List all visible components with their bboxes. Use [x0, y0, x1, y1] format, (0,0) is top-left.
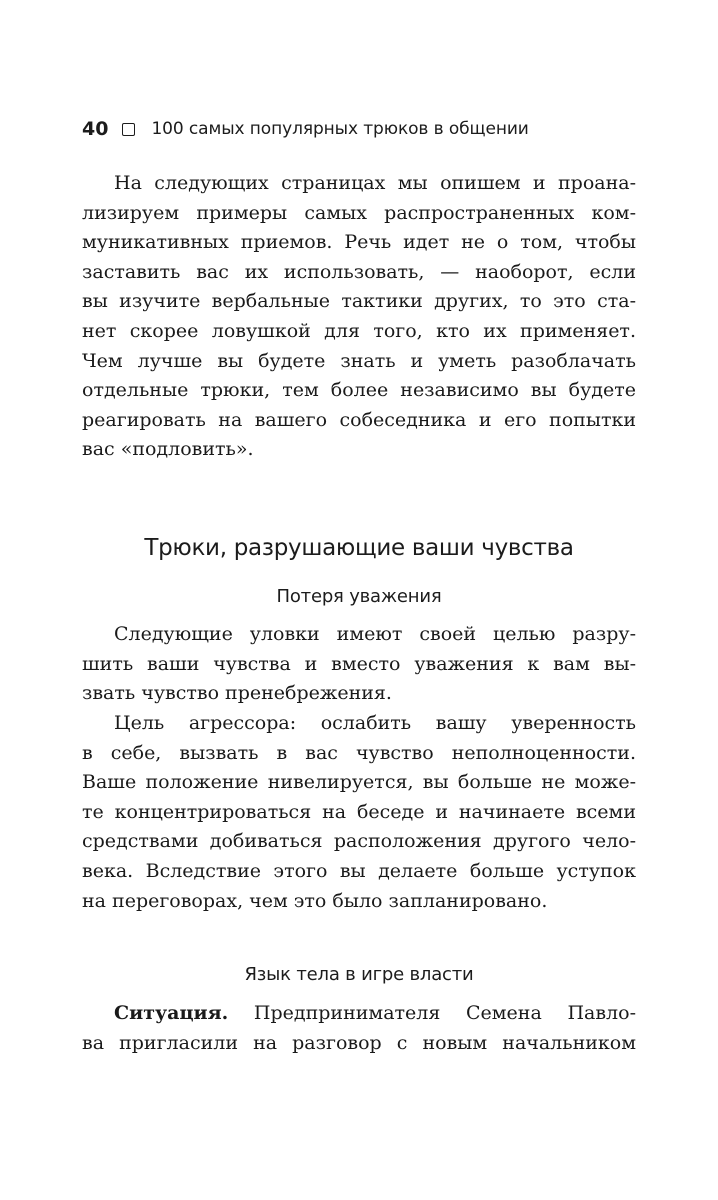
square-bullet-icon: [122, 123, 135, 136]
text-line: заставить вас их использовать, — наоборот, если: [82, 260, 636, 283]
section-paragraph-2: [82, 709, 636, 916]
text-line: ва пригласили на разговор с новым начальником: [82, 1031, 636, 1054]
text-line: те концентрироваться на беседе и начинаете всеми: [82, 800, 636, 823]
text-line: реагировать на вашего собеседника и его попытки: [82, 408, 636, 431]
text-line: века. Вследствие этого вы делаете больше уступок: [82, 859, 636, 882]
page-number: 40: [82, 118, 109, 140]
section-heading: Трюки, разрушающие ваши чувства: [144, 535, 574, 561]
text-line: муникативных приемов. Речь идет не о том, чтобы: [82, 231, 636, 254]
subsection-heading: Язык тела в игре власти: [244, 964, 474, 985]
text-line: Цель агрессора: ослабить вашу уверенность: [114, 712, 636, 734]
text-line: вас «подловить».: [82, 438, 254, 461]
running-header: [82, 116, 529, 142]
text-line: средствами добиваться расположения другого чело-: [82, 830, 636, 853]
intro-paragraph: [82, 169, 636, 465]
text-line: Следующие уловки имеют своей целью разру-: [114, 623, 636, 645]
situation-label: Ситуация.: [114, 1002, 229, 1024]
text-line: шить ваши чувства и вместо уважения к вам вы-: [82, 652, 636, 675]
text-line: лизируем примеры самых распространенных ком-: [82, 201, 636, 224]
text-line: на переговорах, чем это было запланировано.: [82, 889, 548, 912]
text-line: На следующих страницах мы опишем и проана-: [114, 172, 636, 194]
text-line: нет скорее ловушкой для того, кто их применяет.: [82, 319, 636, 342]
text-line: [82, 999, 636, 1029]
text-line: вы изучите вербальные тактики других, то это ста-: [82, 290, 636, 313]
text-line: отдельные трюки, тем более независимо вы будете: [82, 379, 636, 402]
situation-paragraph: [82, 999, 636, 1058]
section-paragraph-1: [82, 620, 636, 709]
text-line: Чем лучше вы будете знать и уметь разоблачать: [82, 349, 636, 372]
text-line: звать чувство пренебрежения.: [82, 682, 392, 705]
section-subheading: Потеря уважения: [276, 586, 442, 607]
book-title: 100 самых популярных трюков в общении: [151, 119, 529, 139]
text-line: в себе, вызвать в вас чувство неполноценности.: [82, 741, 636, 764]
situation-text: Предпринимателя Семена Павло-: [228, 1002, 636, 1024]
text-line: Ваше положение нивелируется, вы больше не може-: [82, 771, 636, 794]
